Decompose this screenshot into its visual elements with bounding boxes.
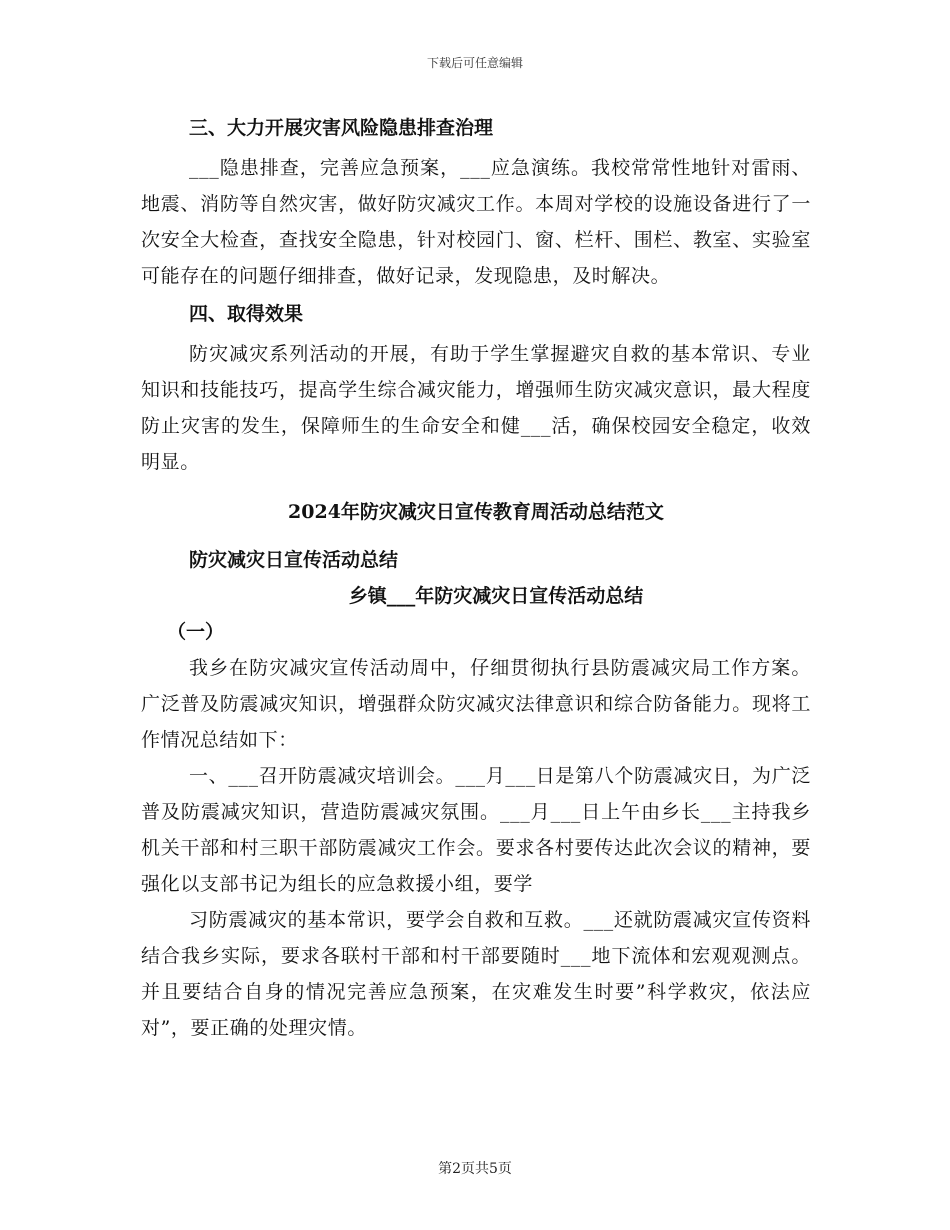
document-page xyxy=(141,112,811,1046)
section-heading-4: 四、取得效果 xyxy=(189,303,304,325)
body-paragraph-1: 我乡在防灾减灾宣传活动周中，仔细贯彻执行县防震减灾局工作方案。广泛普及防震减灾知识，增强群众防灾减灾法律意识和综合防备能力。现将工作情况总结如下： xyxy=(141,657,811,751)
document-title: 2024年防灾减灾日宣传教育周活动总结范文 xyxy=(288,501,664,523)
header-note: 下载后可任意编辑 xyxy=(426,56,523,70)
page-number: 第2页共5页 xyxy=(438,1161,512,1177)
body-paragraph-2: 一、___召开防震减灾培训会。___月___日是第八个防震减灾日，为广泛普及防震减灾知识，营造防震减灾氛围。___月___日上午由乡长___主持我乡机关干部和村三职干部防震减灾工作会。要求各村要传达此次会议的精神，要强化以支部书记为组长的应急救援小组，要学 xyxy=(141,765,811,895)
document-subtitle: 防灾减灾日宣传活动总结 xyxy=(189,549,399,571)
part-label: （一） xyxy=(167,621,225,643)
section-body-3: ___隐患排查，完善应急预案，___应急演练。我校常常性地针对雷雨、地震、消防等自然灾害，做好防灾减灾工作。本周对学校的设施设备进行了一次安全大检查，查找安全隐患，针对校园门、窗、栏杆、围栏、教室、实验室可能存在的问题仔细排查，做好记录，发现隐患，及时解决。 xyxy=(141,157,811,287)
section-body-4: 防灾减灾系列活动的开展，有助于学生掌握避灾自救的基本常识、专业知识和技能技巧，提高学生综合减灾能力，增强师生防灾减灾意识，最大程度防止灾害的发生，保障师生的生命安全和健___活，确保校园安全稳定，收效明显。 xyxy=(141,343,811,473)
body-paragraph-3: 习防震减灾的基本常识，要学会自救和互救。___还就防震减灾宣传资料结合我乡实际，要求各联村干部和村干部要随时___地下流体和宏观观测点。并且要结合自身的情况完善应急预案，在灾难发生时要”科学救灾，依法应对”，要正确的处理灾情。 xyxy=(141,909,811,1039)
document-subtitle-2: 乡镇___年防灾减灾日宣传活动总结 xyxy=(348,585,644,607)
section-heading-3: 三、大力开展灾害风险隐患排查治理 xyxy=(189,117,494,139)
